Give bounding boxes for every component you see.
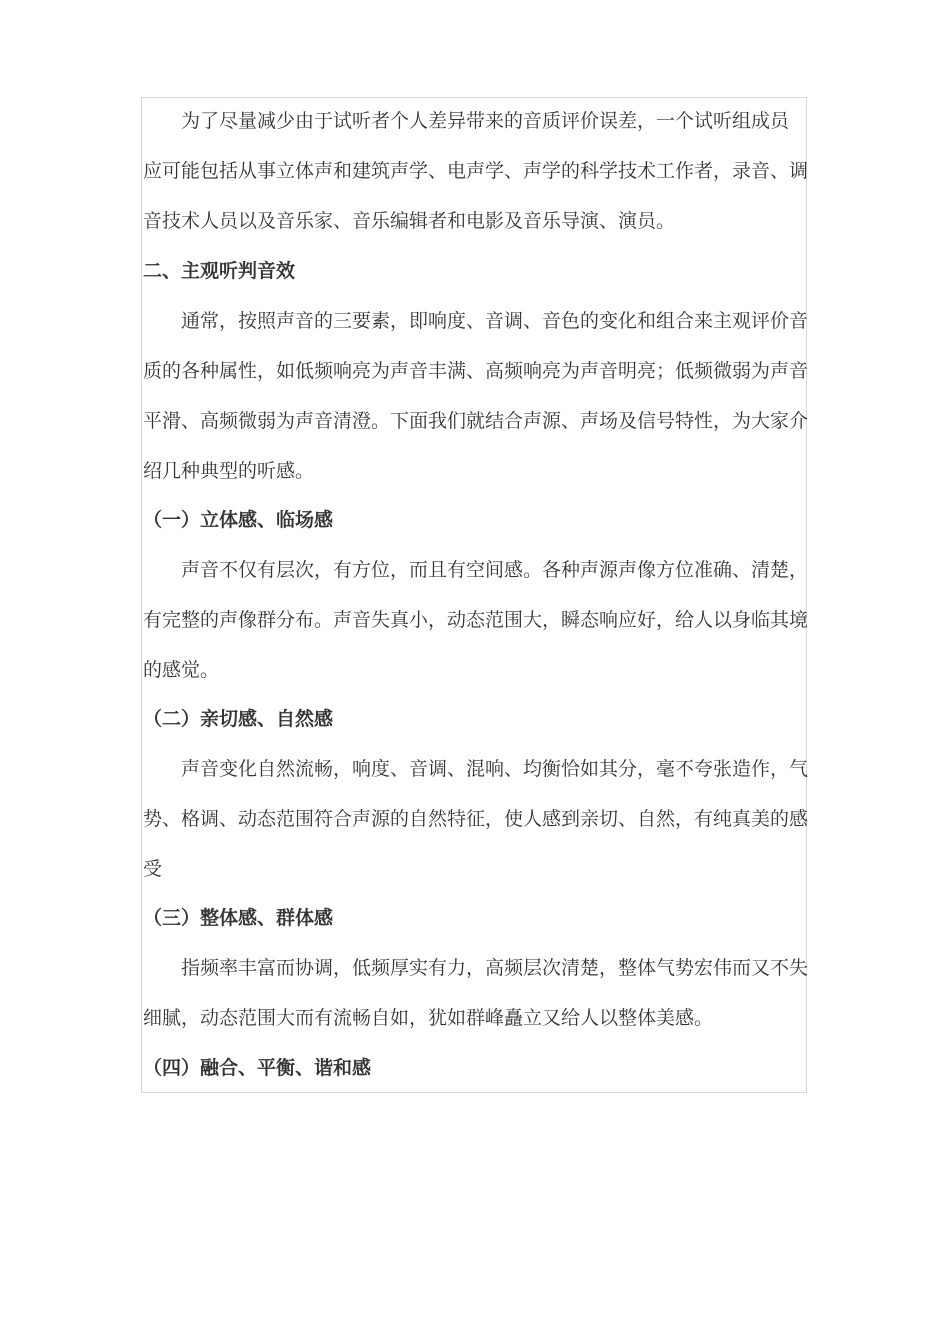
paragraph-line: 质的各种属性，如低频响亮为声音丰满、高频响亮为声音明亮；低频微弱为声音	[143, 360, 809, 382]
subsection-heading: （四）融合、平衡、谐和感	[143, 1057, 372, 1079]
subsection-heading: （一）立体感、临场感	[143, 509, 334, 531]
paragraph-line: 有完整的声像群分布。声音失真小，动态范围大，瞬态响应好，给人以身临其境	[143, 609, 809, 631]
section-heading: 二、主观听判音效	[143, 260, 296, 282]
paragraph-line: 细腻，动态范围大而有流畅自如，犹如群峰矗立又给人以整体美感。	[143, 1007, 714, 1029]
paragraph-line: 平滑、高频微弱为声音清澄。下面我们就结合声源、声场及信号特性，为大家介	[143, 410, 809, 432]
paragraph-line: 的感觉。	[143, 659, 220, 681]
paragraph-line: 受	[143, 858, 163, 880]
paragraph-line: 声音不仅有层次，有方位，而且有空间感。各种声源声像方位准确、清楚，	[143, 559, 809, 581]
paragraph-line: 绍几种典型的听感。	[143, 460, 315, 482]
paragraph-line: 声音变化自然流畅，响度、音调、混响、均衡恰如其分，毫不夸张造作，气	[143, 758, 809, 780]
subsection-heading: （三）整体感、群体感	[143, 907, 334, 929]
subsection-heading: （二）亲切感、自然感	[143, 708, 334, 730]
paragraph-line: 指频率丰富而协调，低频厚实有力，高频层次清楚，整体气势宏伟而又不失	[143, 957, 809, 979]
paragraph-line: 应可能包括从事立体声和建筑声学、电声学、声学的科学技术工作者，录音、调	[143, 160, 809, 182]
paragraph-line: 为了尽量减少由于试听者个人差异带来的音质评价误差，一个试听组成员	[143, 110, 790, 132]
paragraph-line: 音技术人员以及音乐家、音乐编辑者和电影及音乐导演、演员。	[143, 210, 676, 232]
paragraph-line: 势、格调、动态范围符合声源的自然特征，使人感到亲切、自然，有纯真美的感	[143, 808, 809, 830]
paragraph-line: 通常，按照声音的三要素，即响度、音调、音色的变化和组合来主观评价音	[143, 310, 809, 332]
